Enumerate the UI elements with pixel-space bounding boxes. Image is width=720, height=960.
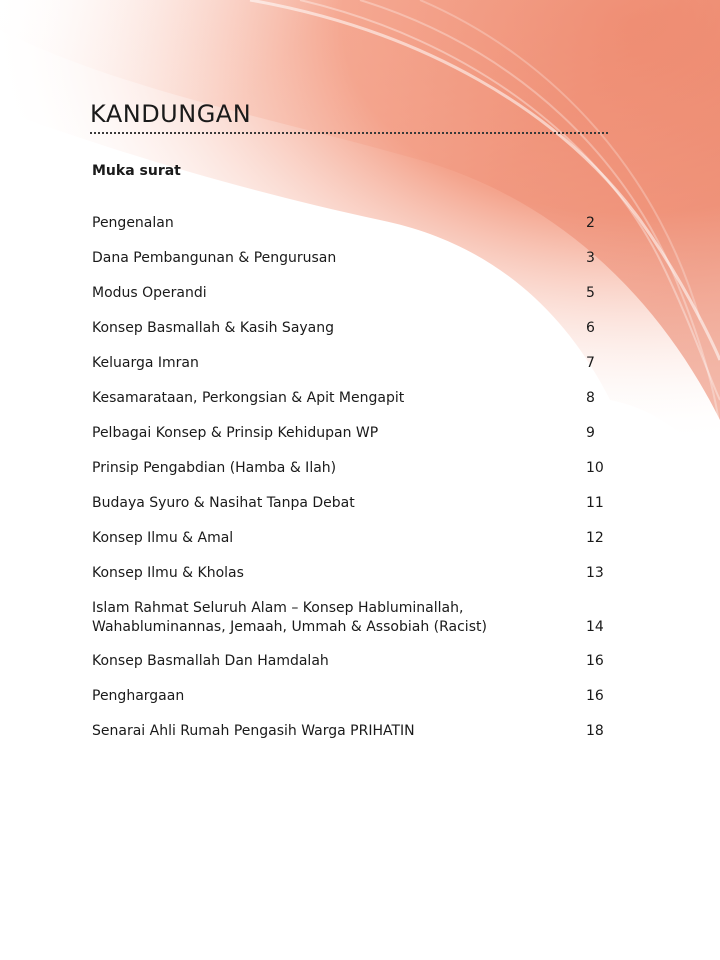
toc-entry-page: 16 <box>586 688 604 704</box>
toc-entry-page: 7 <box>586 355 595 371</box>
toc-list <box>92 214 612 757</box>
toc-entry-page: 3 <box>586 250 595 266</box>
toc-entry <box>92 249 612 268</box>
page-title: KANDUNGAN <box>90 100 252 128</box>
toc-entry-title: Pelbagai Konsep & Prinsip Kehidupan WP <box>92 425 379 441</box>
toc-entry-title: Kesamarataan, Perkongsian & Apit Mengapit <box>92 390 405 406</box>
toc-entry-page: 16 <box>586 653 604 669</box>
toc-entry-page: 10 <box>586 460 604 476</box>
toc-entry <box>92 354 612 373</box>
toc-entry-title: Konsep Basmallah Dan Hamdalah <box>92 653 329 669</box>
toc-entry <box>92 319 612 338</box>
toc-entry-page: 9 <box>586 425 595 441</box>
toc-entry-title: Prinsip Pengabdian (Hamba & Ilah) <box>92 460 337 476</box>
toc-entry <box>92 652 612 671</box>
toc-entry-page: 18 <box>586 723 604 739</box>
toc-entry-title <box>92 599 562 637</box>
toc-entry <box>92 459 612 478</box>
toc-entry-page: 11 <box>586 495 604 511</box>
toc-entry <box>92 722 612 741</box>
toc-entry-title: Keluarga Imran <box>92 355 199 371</box>
toc-entry <box>92 599 612 637</box>
toc-entry <box>92 389 612 408</box>
toc-entry-title: Budaya Syuro & Nasihat Tanpa Debat <box>92 495 355 511</box>
toc-entry <box>92 424 612 443</box>
toc-entry-title: Dana Pembangunan & Pengurusan <box>92 250 337 266</box>
toc-entry-title: Senarai Ahli Rumah Pengasih Warga PRIHATIN <box>92 723 415 739</box>
title-dotted-divider <box>90 132 608 134</box>
toc-entry-page: 5 <box>586 285 595 301</box>
toc-entry-title: Penghargaan <box>92 688 185 704</box>
toc-entry-title-line: Islam Rahmat Seluruh Alam – Konsep Habluminallah, <box>92 600 464 616</box>
toc-entry-page: 2 <box>586 215 595 231</box>
page-column-label: Muka surat <box>92 163 181 179</box>
toc-entry <box>92 284 612 303</box>
toc-entry-page: 14 <box>586 619 604 635</box>
toc-entry <box>92 529 612 548</box>
toc-entry <box>92 494 612 513</box>
toc-entry <box>92 214 612 233</box>
toc-entry-page: 13 <box>586 565 604 581</box>
toc-entry <box>92 564 612 583</box>
toc-entry-title: Konsep Basmallah & Kasih Sayang <box>92 320 335 336</box>
toc-entry-page: 12 <box>586 530 604 546</box>
toc-entry-page: 8 <box>586 390 595 406</box>
toc-entry-title-line: Wahabluminannas, Jemaah, Ummah & Assobiah (Racist) <box>92 619 487 635</box>
toc-entry-title: Konsep Ilmu & Kholas <box>92 565 244 581</box>
toc-entry-page: 6 <box>586 320 595 336</box>
toc-entry <box>92 687 612 706</box>
toc-entry-title: Modus Operandi <box>92 285 207 301</box>
toc-entry-title: Pengenalan <box>92 215 174 231</box>
toc-entry-title: Konsep Ilmu & Amal <box>92 530 234 546</box>
